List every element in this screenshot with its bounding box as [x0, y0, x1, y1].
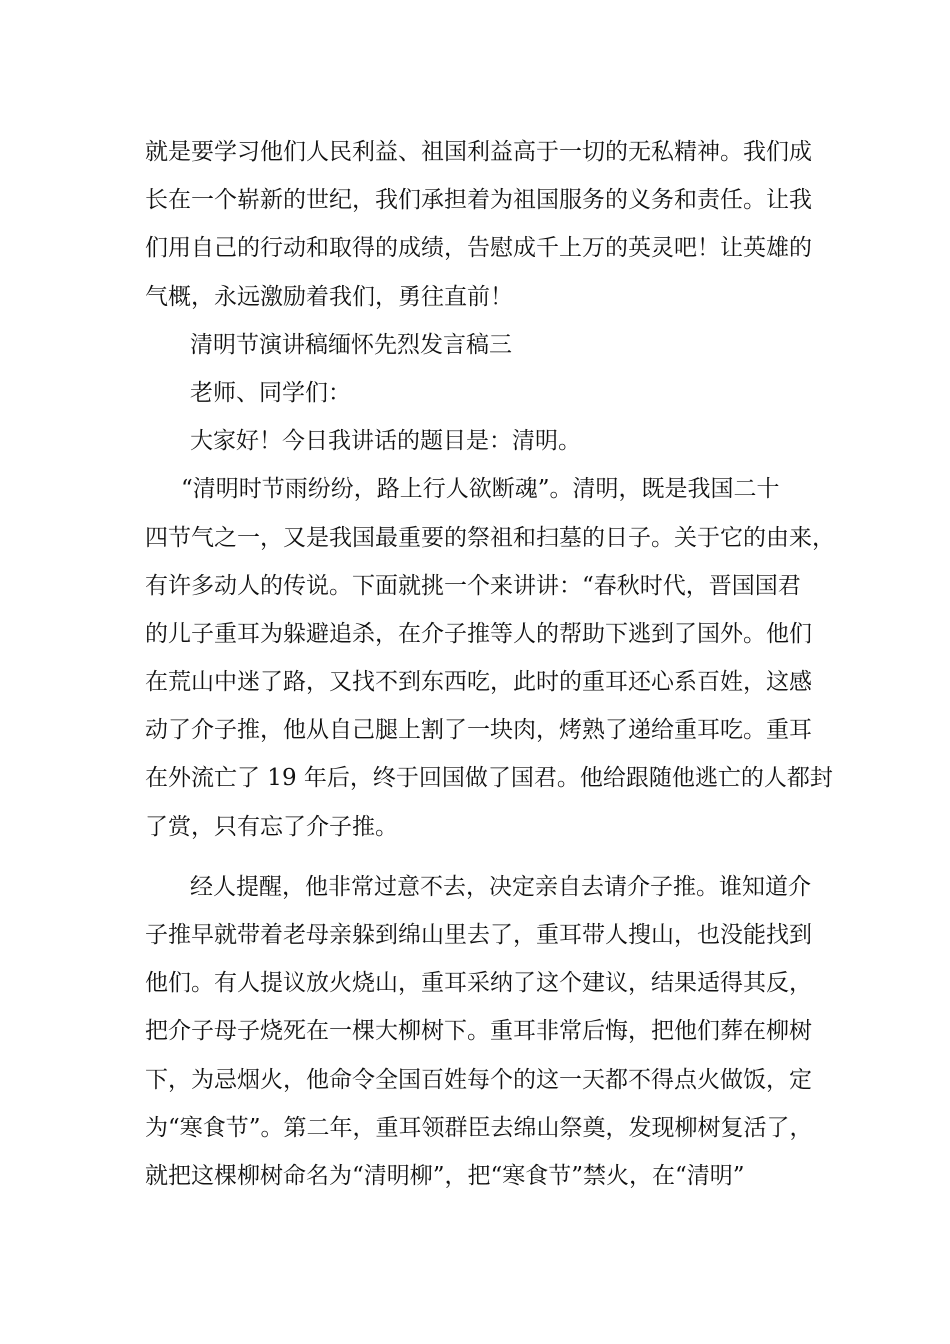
paragraph-line: 动了介子推，他从自己腿上割了一块肉，烤熟了递给重耳吃。重耳: [145, 717, 812, 744]
paragraph-line: 把介子母子烧死在一棵大柳树下。重耳非常后悔，把他们葬在柳树: [145, 1018, 812, 1045]
paragraph-line: 们用自己的行动和取得的成绩，告慰成千上万的英灵吧！让英雄的: [145, 235, 812, 262]
paragraph-line: 经人提醒，他非常过意不去，决定亲自去请介子推。谁知道介: [190, 873, 811, 900]
paragraph-line: 了赏，只有忘了介子推。: [145, 813, 398, 840]
paragraph-line: 有许多动人的传说。下面就挑一个来讲讲：“春秋时代，晋国国君: [145, 572, 801, 599]
section-heading: 清明节演讲稿缅怀先烈发言稿三: [190, 331, 512, 358]
document-body: [145, 128, 835, 1200]
paragraph-line: 就把这棵柳树命名为“清明柳”，把“寒食节”禁火，在“清明”: [145, 1162, 745, 1189]
paragraph-line: 就是要学习他们人民利益、祖国利益高于一切的无私精神。我们成: [145, 139, 812, 165]
paragraph-line: 在荒山中迷了路，又找不到东西吃，此时的重耳还心系百姓，这感: [145, 669, 812, 696]
paragraph-line: 子推早就带着老母亲躲到绵山里去了，重耳带人搜山，也没能找到: [145, 922, 812, 948]
paragraph-line: 的儿子重耳为躲避追杀，在介子推等人的帮助下逃到了国外。他们: [145, 620, 812, 647]
paragraph-line: 在外流亡了 19 年后，终于回国做了国君。他给跟随他逃亡的人都封: [145, 765, 833, 792]
paragraph-line: 四节气之一，又是我国最重要的祭祖和扫墓的日子。关于它的由来，: [145, 524, 835, 551]
paragraph-line: 下，为忌烟火，他命令全国百姓每个的这一天都不得点火做饭，定: [145, 1066, 812, 1093]
paragraph-line: 长在一个崭新的世纪，我们承担着为祖国服务的义务和责任。让我: [145, 187, 812, 214]
salutation: 老师、同学们：: [190, 379, 351, 406]
paragraph-line: “清明时节雨纷纷，路上行人欲断魂”。清明，既是我国二十: [181, 476, 780, 503]
paragraph-line: 气概，永远激励着我们，勇往直前！: [145, 283, 513, 310]
paragraph-line: 他们。有人提议放火烧山，重耳采纳了这个建议，结果适得其反，: [145, 970, 812, 997]
greeting-line: 大家好！今日我讲话的题目是：清明。: [190, 428, 581, 455]
paragraph-line: 为“寒食节”。第二年，重耳领群臣去绵山祭奠，发现柳树复活了，: [145, 1114, 813, 1141]
